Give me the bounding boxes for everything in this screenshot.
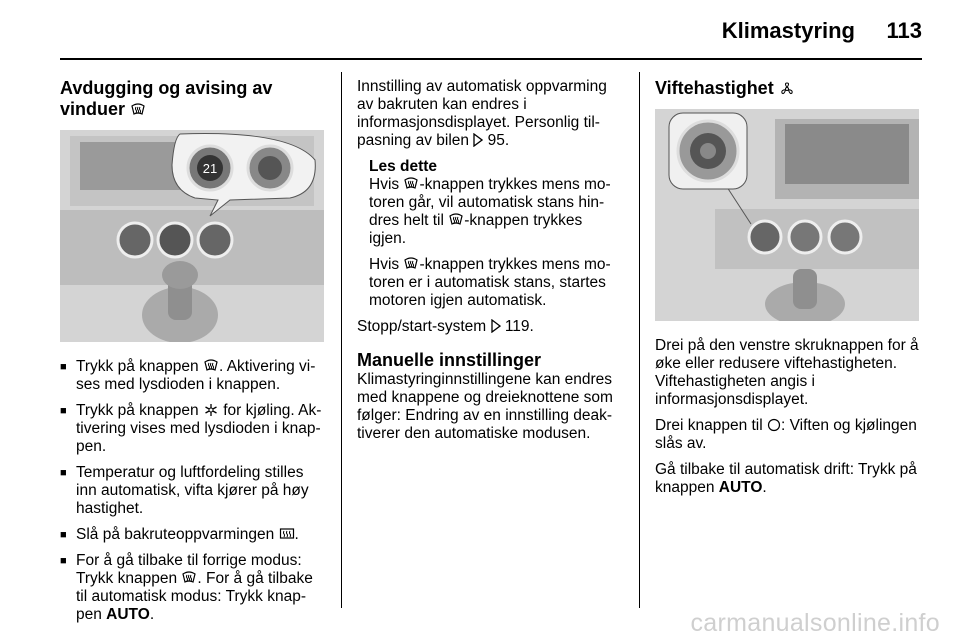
section-heading-defog: Avdugging og avising av vinduer xyxy=(60,78,273,119)
list-item: ■ Temperatur og luftfordeling stilles inn automatisk, vifta kjører på høy hastighet. xyxy=(60,464,326,518)
list-item: ■ For å gå tilbake til forrige modus: Trykk knappen . For å gå tilbake til automatisk modus: Trykk knappen AUTO. xyxy=(60,552,326,624)
page-number: 113 xyxy=(886,18,922,43)
section-heading-manual: Manuelle innstillinger xyxy=(357,350,542,370)
page-header xyxy=(0,0,960,62)
paragraph: Gå tilbake til automatisk drift: Trykk på knappen AUTO. xyxy=(655,461,917,496)
note-heading: Les dette xyxy=(369,158,438,175)
column-divider xyxy=(341,72,342,608)
defrost-icon xyxy=(203,359,219,373)
defrost-icon xyxy=(448,213,464,227)
paragraph: Klimastyringinnstillingene kan endres med knappene og dreieknottene som følger: Endring av en innstilling deaktiverer den automatiske modusen. xyxy=(357,371,613,442)
note-box xyxy=(357,158,623,310)
rear-window-heating-icon xyxy=(279,527,295,541)
climate-panel-photo xyxy=(60,130,324,342)
defrost-icon xyxy=(403,257,419,271)
fan-off-icon xyxy=(767,418,781,432)
temperature-display: 21 xyxy=(202,161,218,176)
column-middle xyxy=(357,78,623,451)
list-item: ■ Trykk på knappen . Aktivering vises med lysdioden i knappen. xyxy=(60,358,326,394)
column-divider xyxy=(639,72,640,608)
snowflake-icon xyxy=(203,403,219,417)
chapter-title: Klimastyring xyxy=(721,18,855,43)
note-paragraph: Hvis -knappen trykkes mens motoren er i automatisk stans, startes motoren igjen automatisk. xyxy=(369,256,611,309)
defrost-icon xyxy=(130,103,146,117)
paragraph: Drei knappen til : Viften og kjølingen slås av. xyxy=(655,417,917,452)
defog-steps-list xyxy=(60,358,326,624)
page-reference-icon xyxy=(491,319,501,333)
header-rule xyxy=(60,58,922,60)
paragraph: Stopp/start-system 119. xyxy=(357,318,534,335)
site-watermark: carmanualsonline.info xyxy=(690,609,940,637)
list-item: ■ Slå på bakruteoppvarmingen . xyxy=(60,526,326,544)
note-paragraph: Hvis -knappen trykkes mens motoren går, vil automatisk stans hindres helt til -knappen trykkes igjen. xyxy=(369,176,611,247)
fan-knob-photo xyxy=(655,109,919,321)
defrost-icon xyxy=(403,177,419,191)
paragraph: Drei på den venstre skruknappen for å øke eller redusere viftehastigheten. Viftehastigheten angis i informasjonsdisplayet. xyxy=(655,337,919,408)
paragraph: Innstilling av automatisk oppvarming av bakruten kan endres i informasjonsdisplayet. Personlig tilpasning av bilen 95. xyxy=(357,78,607,149)
defrost-icon xyxy=(181,571,197,585)
column-right xyxy=(655,78,923,505)
column-left xyxy=(60,78,326,632)
fan-icon xyxy=(779,82,795,96)
list-item: ■ Trykk på knappen for kjøling. Aktivering vises med lysdioden i knappen. xyxy=(60,402,326,456)
page-reference-icon xyxy=(473,133,483,147)
section-heading-fan-speed: Viftehastighet xyxy=(655,78,923,99)
